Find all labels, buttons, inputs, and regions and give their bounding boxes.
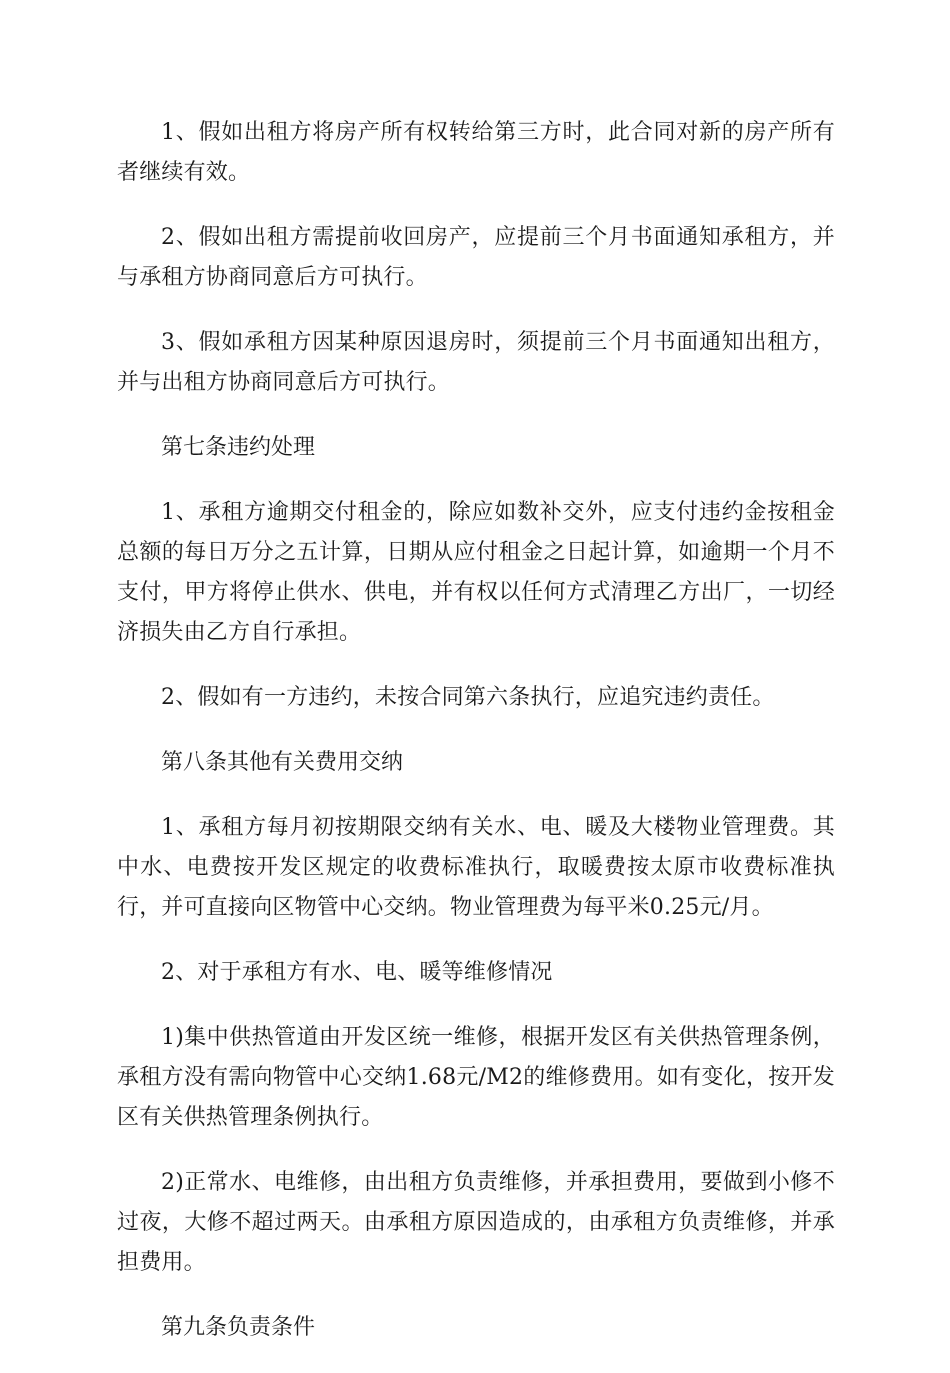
section-heading-article-8: 第八条其他有关费用交纳 [161,750,404,775]
clause-breach-liability: 2、假如有一方违约，未按合同第六条执行，应追究违约责任。 [161,685,775,710]
clause-lessee-early-return: 3、假如承租方因某种原因退房时，须提前三个月书面通知出租方，并与出租方协商同意后方可执行。 [117,330,835,395]
clause-maintenance-intro: 2、对于承租方有水、电、暖等维修情况 [161,960,553,985]
clause-lessor-early-recall: 2、假如出租方需提前收回房产，应提前三个月书面通知承租方，并与承租方协商同意后方可执行。 [117,225,835,290]
clause-heating-maintenance: 1)集中供热管道由开发区统一维修，根据开发区有关供热管理条例，承租方没有需向物管中心交纳1.68元/M2的维修费用。如有变化，按开发区有关供热管理条例执行。 [117,1025,835,1130]
section-heading-article-9: 第九条负责条件 [161,1315,316,1340]
clause-transfer-ownership: 1、假如出租方将房产所有权转给第三方时，此合同对新的房产所有者继续有效。 [117,120,835,185]
document-body [117,113,835,1373]
clause-late-rent-penalty: 1、承租方逾期交付租金的，除应如数补交外，应支付违约金按租金总额的每日万分之五计算，日期从应付租金之日起计算，如逾期一个月不支付，甲方将停止供水、供电，并有权以任何方式清理乙方出厂，一切经济损失由乙方自行承担。 [117,500,835,645]
clause-water-electric-repair: 2)正常水、电维修，由出租方负责维修，并承担费用，要做到小修不过夜，大修不超过两天。由承租方原因造成的，由承租方负责维修，并承担费用。 [117,1170,835,1275]
section-heading-article-7: 第七条违约处理 [161,435,316,460]
clause-utility-fees: 1、承租方每月初按期限交纳有关水、电、暖及大楼物业管理费。其中水、电费按开发区规定的收费标准执行，取暖费按太原市收费标准执行，并可直接向区物管中心交纳。物业管理费为每平米0.25元/月。 [117,815,835,920]
